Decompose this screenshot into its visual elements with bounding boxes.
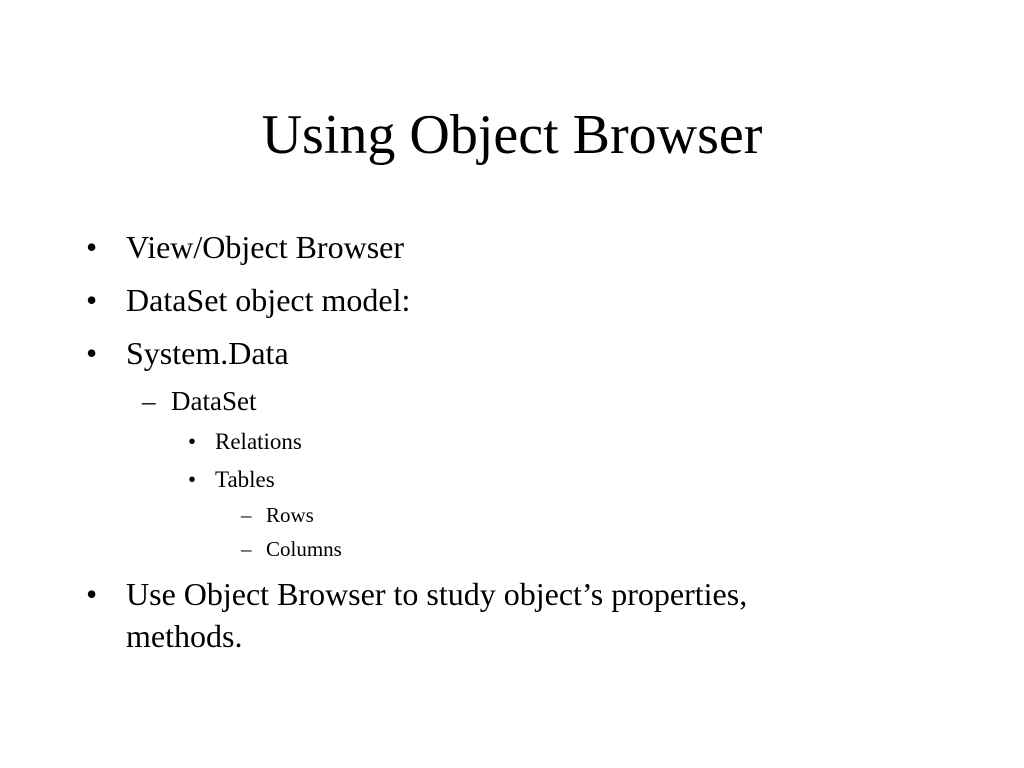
bullet-item-view-object-browser (86, 226, 404, 268)
bullet-item-system-data (86, 332, 289, 374)
bullet-text: System.Data (126, 335, 289, 371)
level4-item-columns (241, 536, 342, 562)
sub-sub-item-relations (188, 427, 302, 457)
bullet-marker: • (86, 282, 98, 318)
bullet-item-dataset-object-model (86, 279, 411, 321)
bullet-marker: • (86, 229, 98, 265)
bullet-marker: • (188, 429, 197, 454)
level4-item-text: Rows (266, 503, 314, 527)
bullet-text: DataSet object model: (126, 282, 411, 318)
bullet-text-line-2: methods. (126, 618, 243, 654)
sub-sub-item-text: Tables (215, 467, 275, 492)
dash-marker: – (241, 537, 252, 561)
bullet-marker: • (86, 335, 98, 371)
sub-sub-item-tables (188, 465, 275, 495)
bullet-marker: • (86, 576, 98, 612)
level4-item-rows (241, 502, 314, 528)
dash-marker: – (241, 503, 252, 527)
bullet-marker: • (188, 467, 197, 492)
dash-marker: – (142, 386, 156, 416)
sub-item-dataset (142, 384, 257, 418)
sub-sub-item-text: Relations (215, 429, 302, 454)
level4-item-text: Columns (266, 537, 342, 561)
bullet-text-line-1: Use Object Browser to study object’s properties, (126, 576, 748, 612)
bullet-item-use-object-browser (86, 573, 748, 657)
bullet-text: View/Object Browser (126, 229, 404, 265)
sub-item-text: DataSet (171, 386, 257, 416)
slide-title: Using Object Browser (261, 104, 763, 166)
